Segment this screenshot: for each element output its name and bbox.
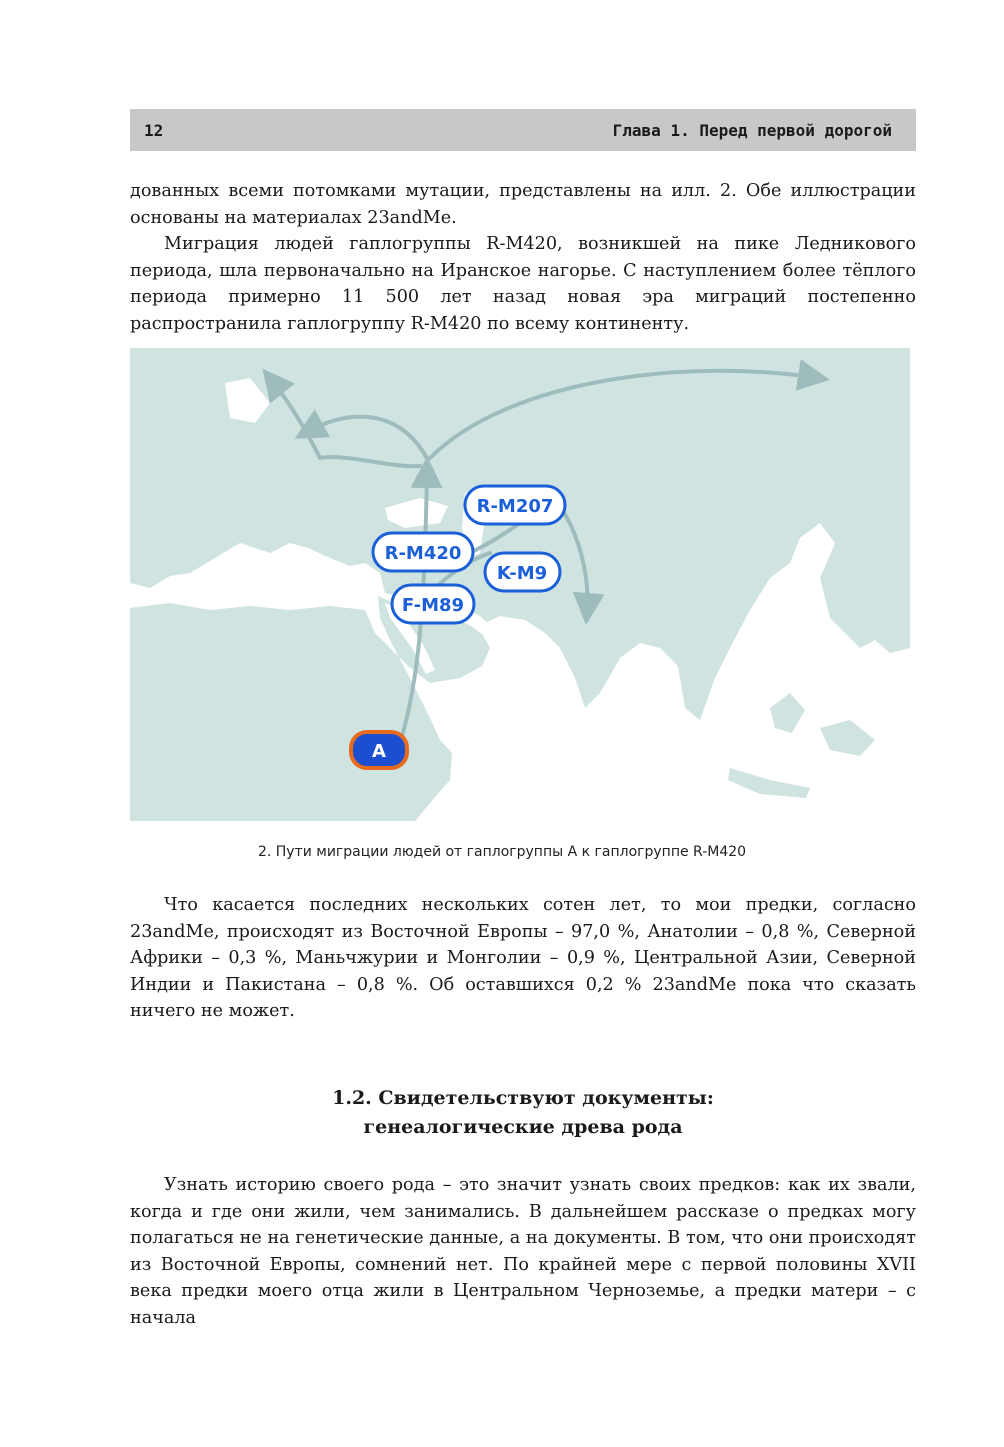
label-fm89-text: F-M89: [401, 595, 465, 616]
migration-map: [130, 348, 910, 821]
chapter-title: Глава 1. Перед первой дорогой: [612, 120, 892, 140]
paragraph-1: дованных всеми потомками мутации, представлены на илл. 2. Обе иллюстрации основаны на материалах 23andMe.: [130, 181, 916, 228]
label-a: [351, 732, 407, 768]
section-heading-line-2: генеалогические древа рода: [363, 1116, 683, 1138]
figure-caption: 2. Пути миграции людей от гаплогруппы А к гаплогруппе R-M420: [257, 844, 747, 860]
page-number: 12: [144, 120, 164, 140]
label-rm207: [465, 486, 565, 524]
paragraph-4: Узнать историю своего рода – это значит узнать своих предков: как их звали, когда и где они жили, чем занимались. В дальнейшем рассказе о предках могу полагаться не на генетические данные, а на документы. В том, что они происходят из Восточной Европы, сомнений нет. По крайней мере с первой половины XVII века предки моего отца жили в Центральном Черноземье, а предки матери – с начала: [130, 1175, 916, 1328]
label-fm89: [392, 585, 474, 623]
paragraph-3: Что касается последних нескольких сотен лет, то мои предки, согласно 23andMe, происходят из Восточной Европы – 97,0 %, Анатолии – 0,8 %, Северной Африки – 0,3 %, Маньчжурии и Монголии – 0,9 %, Центральной Азии, Северной Индии и Пакистана – 0,8 %. Об оставшихся 0,2 % 23andMe пока что сказать ничего не может.: [130, 895, 916, 1021]
label-rm420: [373, 533, 473, 571]
section-heading-line-1: 1.2. Свидетельствуют документы:: [332, 1087, 714, 1109]
label-km9-text: K-M9: [496, 563, 548, 584]
label-km9: [485, 553, 560, 591]
label-rm207-text: R-M207: [476, 496, 554, 517]
label-rm420-text: R-M420: [384, 543, 462, 564]
running-head: [130, 109, 916, 151]
section-heading: [130, 1084, 916, 1142]
label-a-text: A: [372, 741, 386, 762]
paragraph-2: Миграция людей гаплогруппы R-M420, возникшей на пике Ледникового периода, шла первоначально на Иранское нагорье. С наступлением более тёплого периода примерно 11 500 лет назад новая эра миграций постепенно распространила гаплогруппу R-M420 по всему континенту.: [130, 234, 916, 334]
